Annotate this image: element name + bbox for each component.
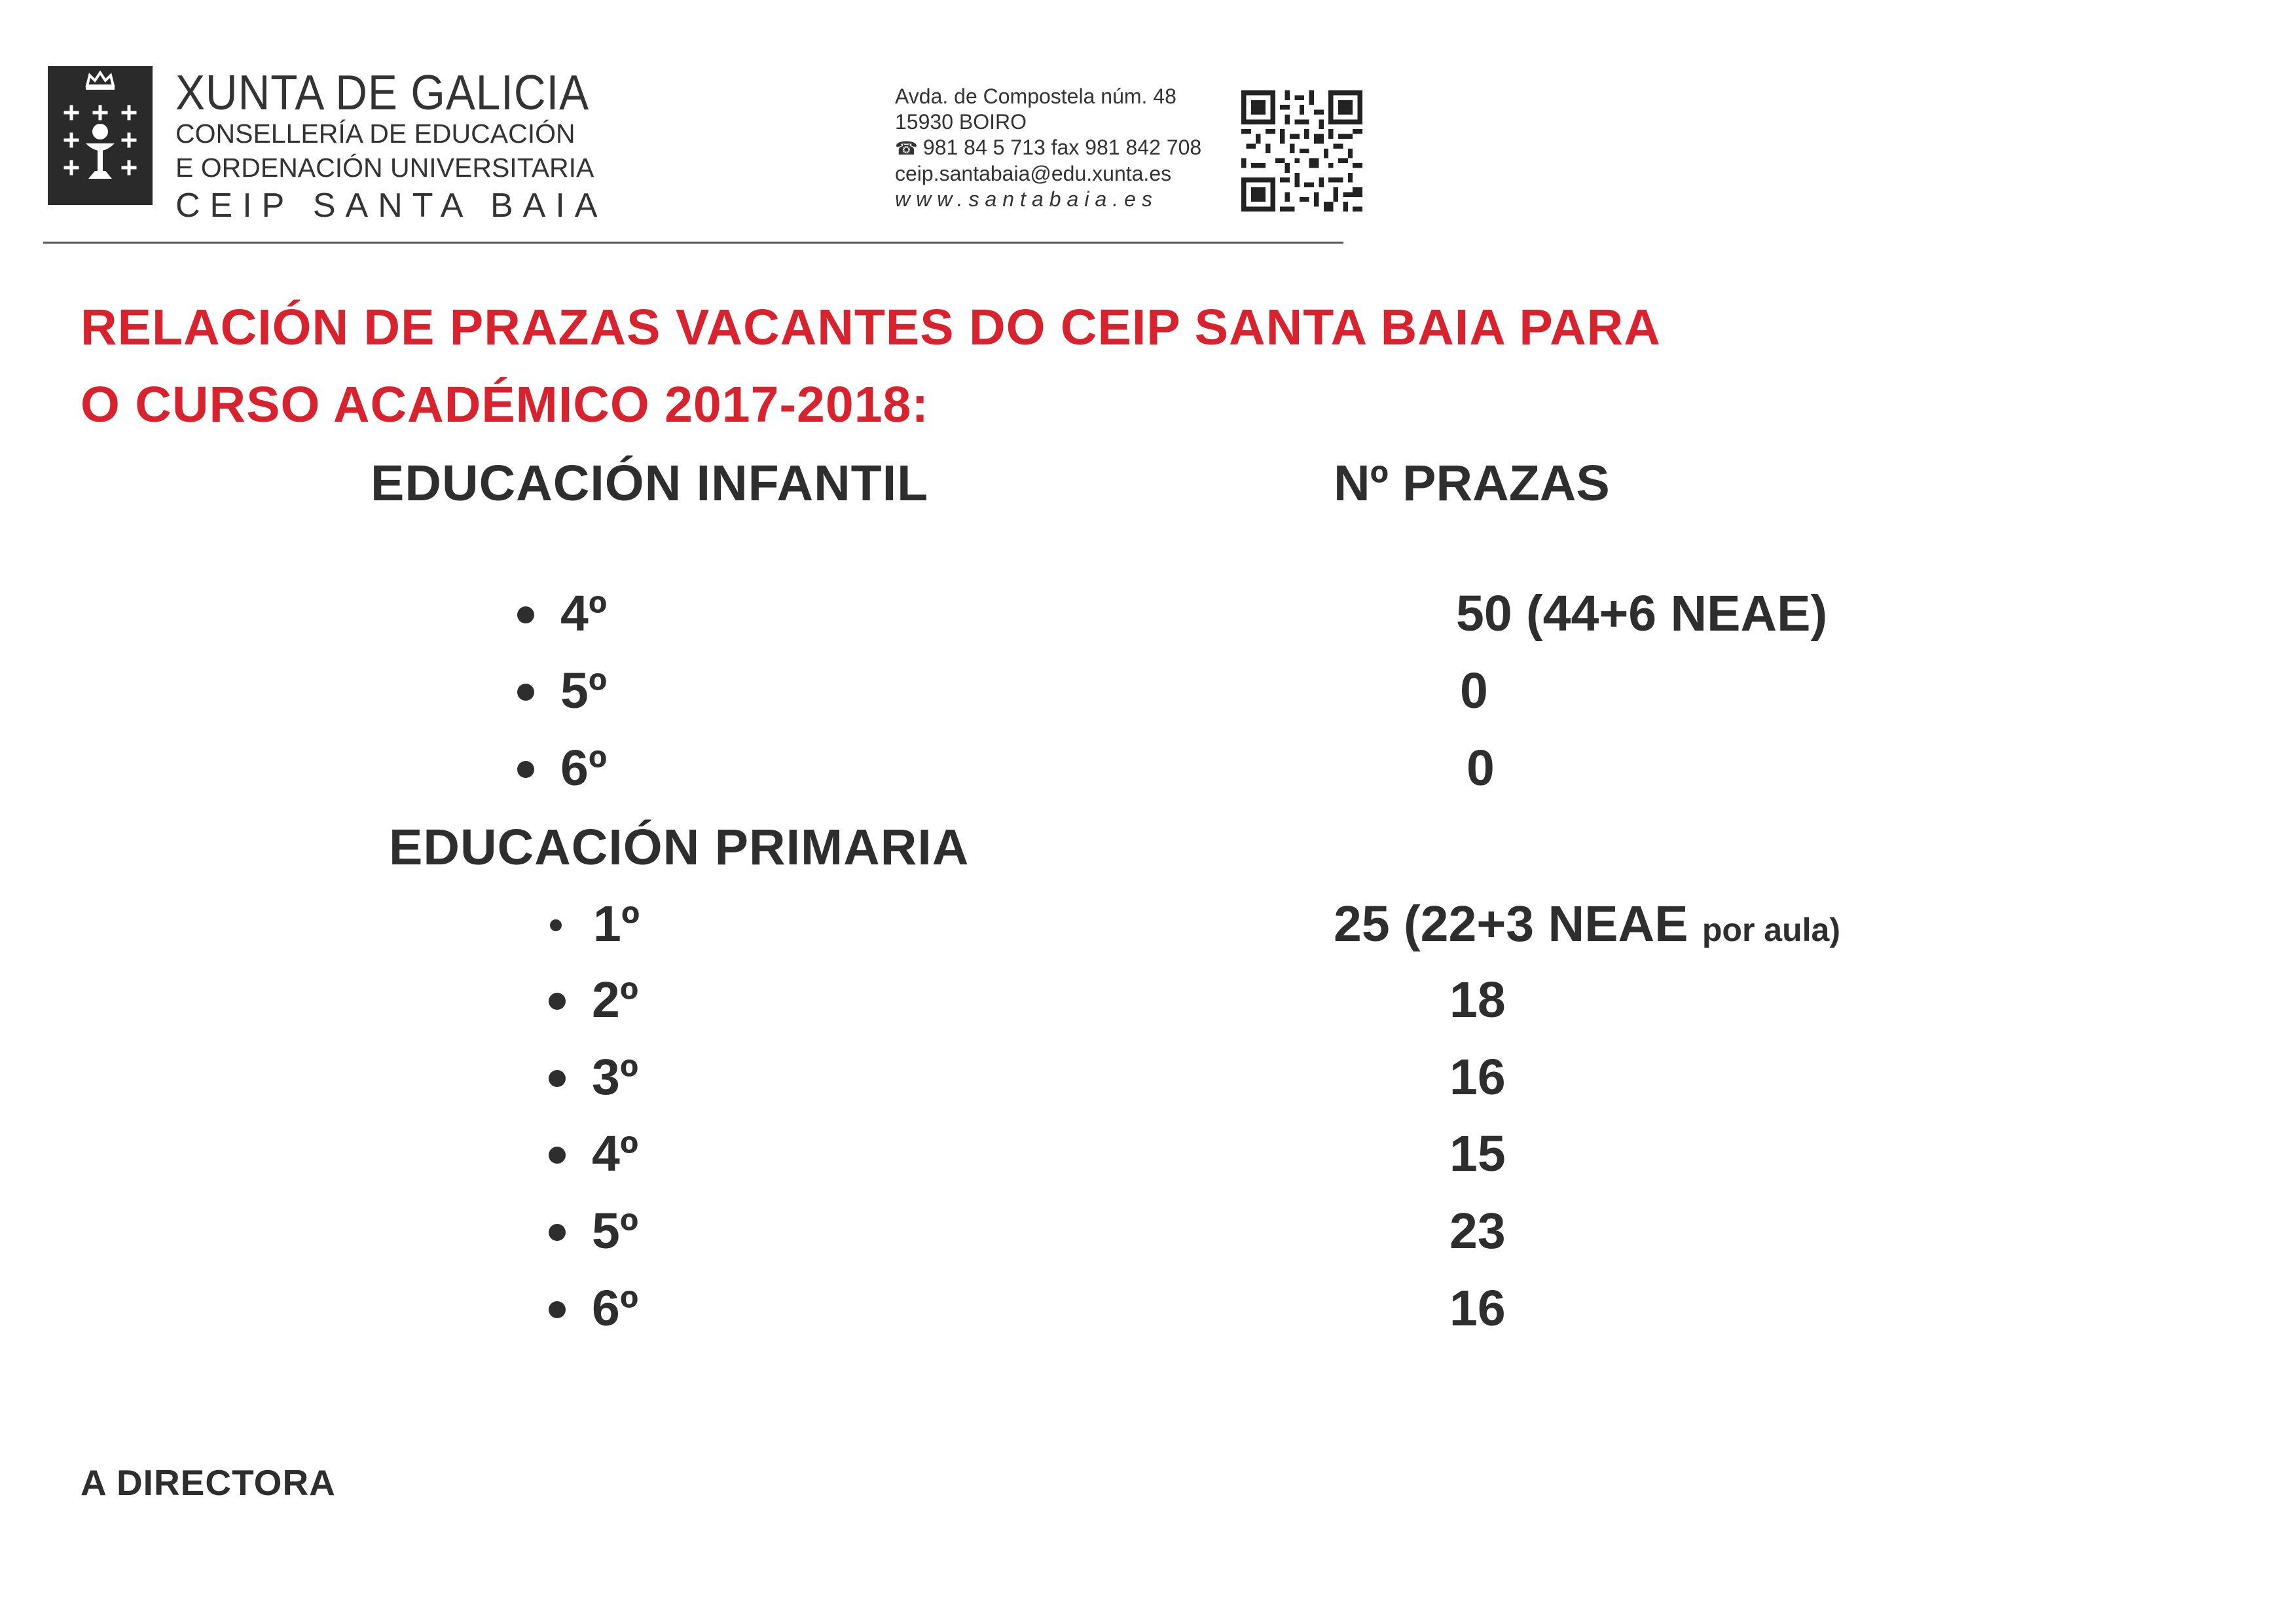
bullet-icon (549, 1224, 566, 1241)
header-divider (43, 242, 1343, 244)
contact-phone: 981 84 5 713 fax 981 842 708 (922, 136, 1202, 159)
bullet-icon (549, 1147, 566, 1164)
primaria-row-value: 16 (1449, 1280, 1506, 1337)
contact-website: www.santabaia.es (895, 187, 1158, 211)
department-line-2: E ORDENACIÓN UNIVERSITARIA (175, 153, 594, 183)
bullet-icon (517, 606, 534, 623)
bullet-icon (517, 684, 534, 701)
primaria-row-label: 1º (550, 899, 640, 950)
contact-address: Avda. de Compostela núm. 48 (895, 84, 1176, 108)
primaria-row-value: 18 (1449, 972, 1506, 1028)
document-title-line-2: O CURSO ACADÉMICO 2017-2018: (81, 377, 929, 433)
column-heading-places: Nº PRAZAS (1334, 455, 1610, 511)
document-title-line-1: RELACIÓN DE PRAZAS VACANTES DO CEIP SANTA BAIA PARA (81, 299, 1661, 356)
qr-code-icon (1241, 90, 1362, 212)
primaria-row-label: 3º (549, 1052, 638, 1103)
contact-phone-line (895, 135, 1201, 161)
contact-email: ceip.santabaia@edu.xunta.es (895, 162, 1172, 185)
infantil-row-value: 0 (1467, 740, 1495, 796)
infantil-row-label: 5º (517, 666, 607, 716)
phone-icon: ☎ (895, 138, 918, 158)
bullet-icon (517, 761, 534, 778)
contact-city: 15930 BOIRO (895, 110, 1027, 134)
section-heading-infantil: EDUCACIÓN INFANTIL (371, 455, 929, 511)
bullet-icon (550, 919, 562, 931)
bullet-icon (549, 1301, 566, 1318)
primaria-row-label: 4º (549, 1129, 638, 1179)
primaria-row-label: 5º (549, 1206, 638, 1257)
section-heading-primaria: EDUCACIÓN PRIMARIA (389, 819, 970, 876)
primaria-row-label: 6º (549, 1283, 638, 1334)
signature-label: A DIRECTORA (81, 1462, 336, 1503)
infantil-row-label: 4º (517, 589, 607, 639)
primaria-row-value: 25 (22+3 NEAE por aula) (1334, 896, 1840, 952)
infantil-row-label: 6º (517, 743, 607, 794)
org-name: XUNTA DE GALICIA (175, 65, 590, 120)
contact-block (895, 84, 1201, 212)
primaria-row-value: 16 (1449, 1049, 1506, 1105)
bullet-icon (549, 993, 566, 1010)
school-name: CEIP SANTA BAIA (175, 187, 608, 225)
primaria-row-label: 2º (549, 975, 638, 1025)
infantil-row-value: 0 (1460, 663, 1488, 719)
primaria-row-value: 23 (1449, 1203, 1506, 1259)
department-line-1: CONSELLERÍA DE EDUCACIÓN (175, 119, 575, 149)
bullet-icon (549, 1070, 566, 1087)
primaria-row-value: 15 (1449, 1126, 1506, 1182)
infantil-row-value: 50 (44+6 NEAE) (1456, 585, 1828, 642)
galicia-coat-of-arms-icon (48, 66, 153, 205)
